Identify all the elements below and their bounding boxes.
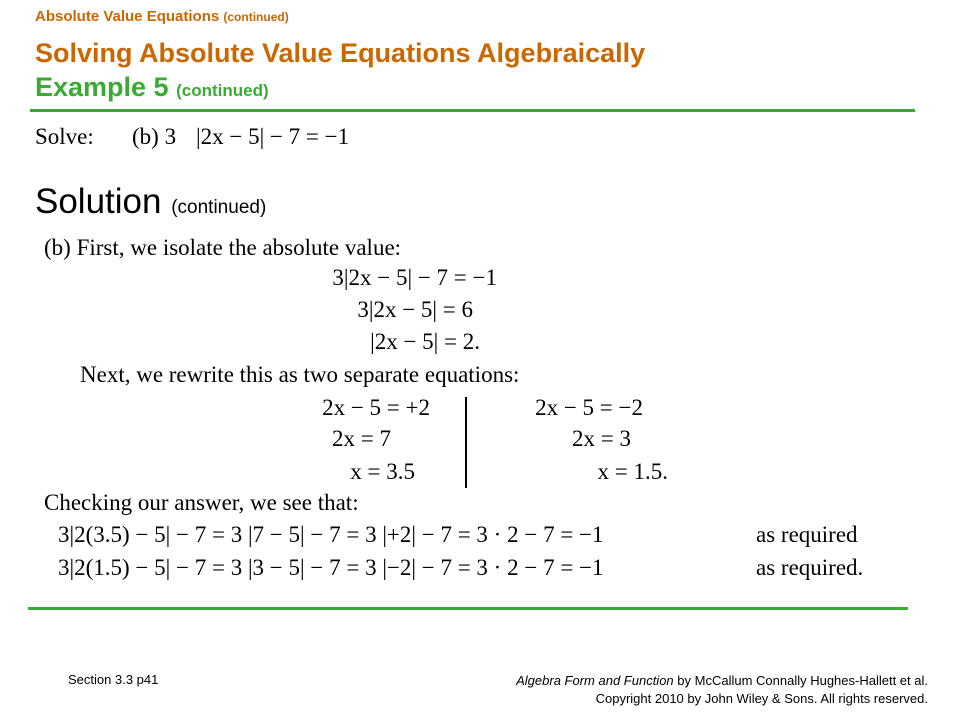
solution-heading-text: Solution	[35, 182, 162, 221]
isolate-step-2: 3|2x − 5| = 6	[357, 297, 473, 322]
problem-expression: |2x − 5| − 7 = −1	[196, 124, 350, 149]
problem-label: Solve:	[35, 124, 94, 149]
footer-book-line	[516, 672, 928, 690]
check-1-note: as required	[756, 522, 858, 547]
check-text: Checking our answer, we see that:	[44, 490, 359, 515]
supertitle-suffix: (continued)	[223, 10, 289, 24]
check-1-expression: 3|2(3.5) − 5| − 7 = 3 |7 − 5| − 7 = 3 |+2| − 7 = 3 · 2 − 7 = −1	[58, 522, 604, 547]
slide-supertitle	[35, 8, 289, 25]
bottom-divider	[28, 607, 908, 610]
slide-title: Solving Absolute Value Equations Algebraically	[35, 38, 646, 68]
next-text: Next, we rewrite this as two separate equations:	[80, 362, 520, 387]
left-case-line-1: 2x − 5 = +2	[322, 395, 430, 420]
solution-intro: (b) First, we isolate the absolute value:	[44, 235, 402, 260]
right-case-line-3: x = 1.5.	[597, 459, 668, 484]
subtitle-text: Example 5	[35, 72, 169, 102]
right-case-line-2: 2x = 3	[572, 426, 631, 451]
right-case-line-1: 2x − 5 = −2	[535, 395, 643, 420]
subtitle-suffix: (continued)	[176, 81, 269, 100]
top-divider	[30, 109, 915, 112]
footer-book-authors: by McCallum Connally Hughes-Hallett et al.	[677, 673, 928, 688]
supertitle-text: Absolute Value Equations	[35, 8, 220, 25]
solution-heading-suffix: (continued)	[171, 197, 267, 218]
left-case-line-2: 2x = 7	[332, 426, 391, 451]
footer-credit	[516, 672, 928, 708]
isolate-step-1: 3|2x − 5| − 7 = −1	[332, 265, 497, 290]
problem-part: (b) 3	[132, 124, 177, 149]
check-2-expression: 3|2(1.5) − 5| − 7 = 3 |3 − 5| − 7 = 3 |−2| − 7 = 3 · 2 − 7 = −1	[58, 555, 604, 580]
footer-section: Section 3.3 p41	[68, 672, 159, 687]
slide-subtitle	[35, 72, 269, 103]
check-2-note: as required.	[756, 555, 864, 580]
footer-book-title: Algebra Form and Function	[516, 673, 674, 688]
solution-heading	[35, 182, 266, 222]
isolate-step-3: |2x − 5| = 2.	[370, 329, 480, 354]
footer-copyright: Copyright 2010 by John Wiley & Sons. All rights reserved.	[595, 691, 928, 706]
left-case-line-3: x = 3.5	[350, 459, 415, 484]
case-divider	[465, 397, 467, 488]
